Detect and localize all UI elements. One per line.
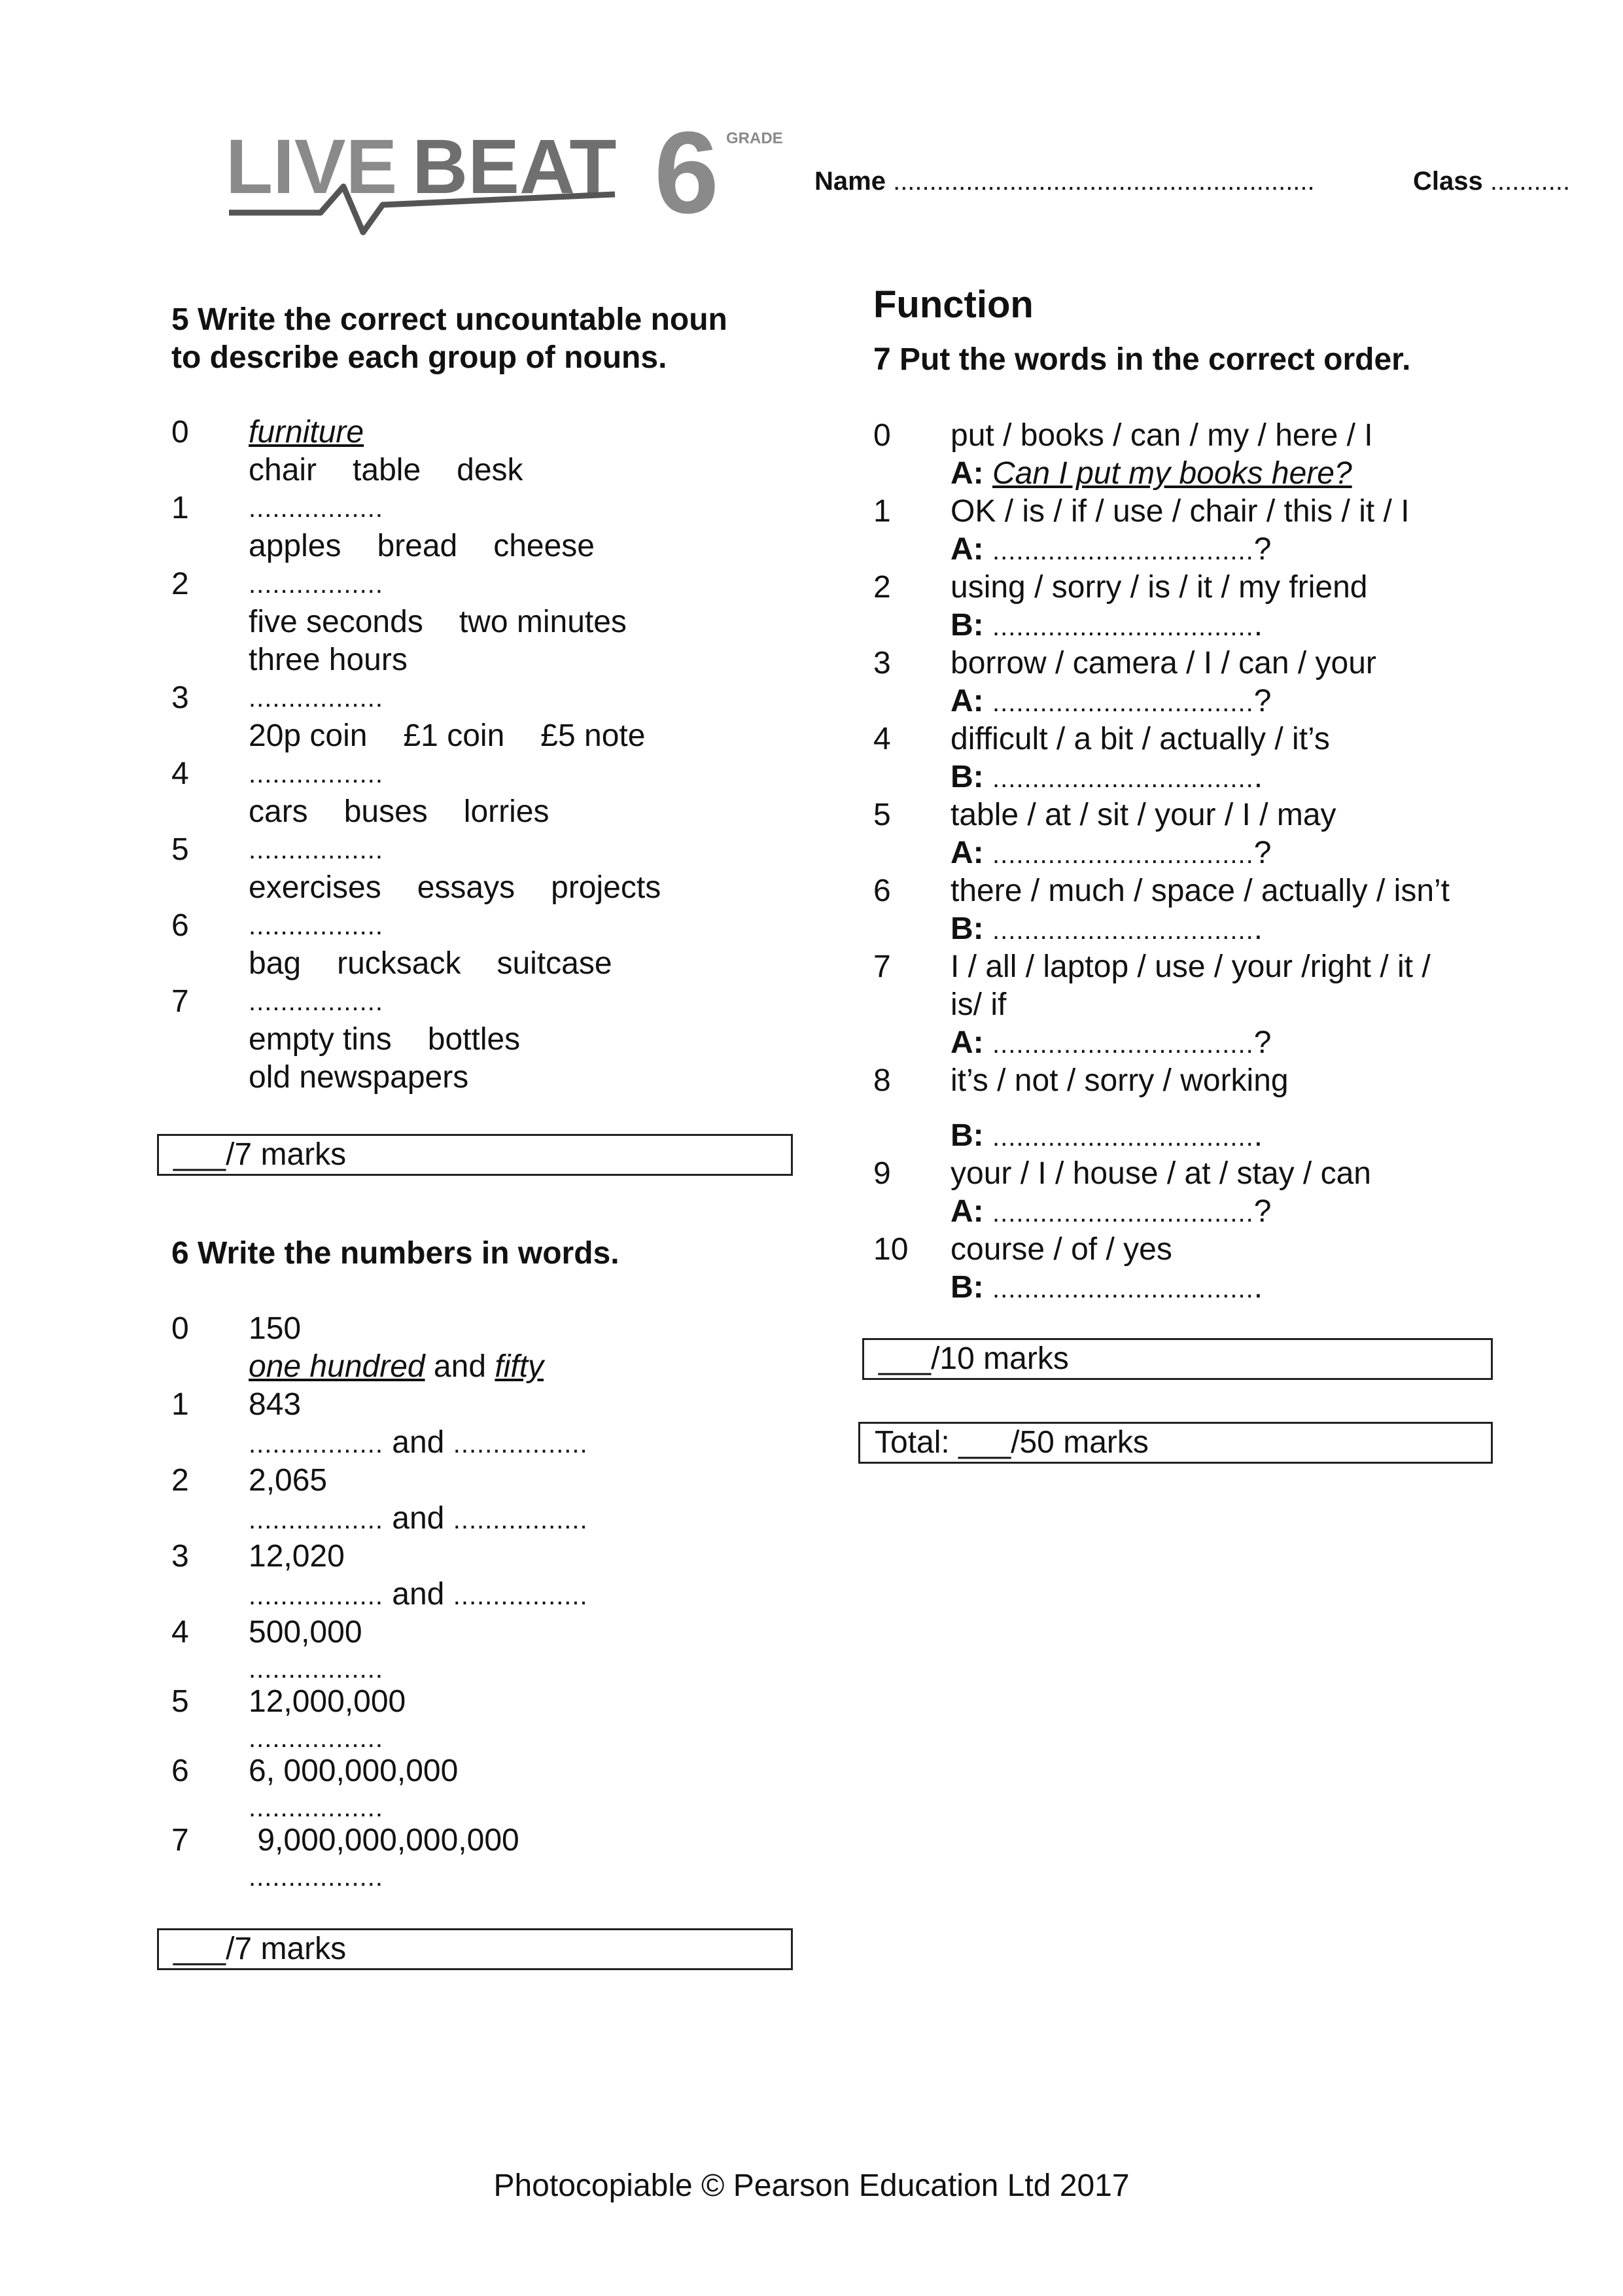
s5-words-7 xyxy=(249,1021,520,1059)
example-answer: one hundred xyxy=(249,1349,425,1384)
word-prompt: there / much / space / actually / isn’t xyxy=(951,874,1450,908)
item-number: 6 xyxy=(873,874,891,908)
answer-blank[interactable]: ................. xyxy=(249,1581,383,1610)
answer-blank[interactable]: ................................. xyxy=(992,537,1254,565)
answer-blank[interactable]: ................. xyxy=(249,570,383,599)
item-number: 0 xyxy=(171,1311,189,1346)
answer-blank[interactable]: ................. xyxy=(249,1863,383,1892)
speaker-label: A: xyxy=(951,532,984,567)
s7-answer-0 xyxy=(951,455,1352,493)
answer-blank[interactable]: ................................. xyxy=(992,764,1254,793)
answer-blank[interactable]: ................................. xyxy=(992,1199,1254,1227)
answer-blank[interactable]: ................................. xyxy=(992,916,1254,945)
number-value: 500,000 xyxy=(249,1615,362,1650)
word: old newspapers xyxy=(249,1060,469,1095)
number-value: 6, 000,000,000 xyxy=(249,1754,459,1788)
s5-words-6 xyxy=(249,945,612,983)
name-field[interactable] xyxy=(814,167,1315,196)
section5-title-line2: to describe each group of nouns. xyxy=(171,340,667,375)
word-prompt: it’s / not / sorry / working xyxy=(951,1063,1289,1098)
s7-answer-6 xyxy=(951,910,1263,949)
example-answer: fifty xyxy=(495,1349,544,1384)
name-dots: .......................................................... xyxy=(893,167,1315,196)
s5-words-3 xyxy=(249,717,645,755)
item-number: 4 xyxy=(873,722,891,756)
logo-grade-text: GRADE xyxy=(726,130,783,147)
item-number: 2 xyxy=(873,570,891,605)
word-prompt: OK / is / if / use / chair / this / it / I xyxy=(951,494,1410,529)
speaker-label: B: xyxy=(951,911,984,946)
and-word: and xyxy=(433,1349,487,1384)
end-punctuation: ? xyxy=(1253,684,1272,718)
item-number: 1 xyxy=(873,494,891,529)
item-number: 3 xyxy=(171,1539,189,1574)
answer-blank[interactable]: ................................. xyxy=(992,840,1254,869)
item-number: 0 xyxy=(873,418,891,453)
s7-answer-1 xyxy=(951,531,1271,570)
s7-answer-10 xyxy=(951,1269,1263,1308)
and-word: and xyxy=(392,1425,445,1460)
word: buses xyxy=(343,794,428,829)
answer-blank[interactable]: ................. xyxy=(249,1506,383,1534)
speaker-label: A: xyxy=(951,1025,984,1060)
name-label: Name xyxy=(814,167,886,196)
item-number: 3 xyxy=(873,646,891,680)
answer-blank[interactable]: ................................. xyxy=(992,1275,1254,1303)
item-number: 6 xyxy=(171,908,189,943)
s6-answer-0 xyxy=(249,1348,544,1386)
word: lorries xyxy=(463,794,550,829)
item-number: 5 xyxy=(171,1684,189,1719)
word: three hours xyxy=(249,643,408,677)
end-punctuation: ? xyxy=(1253,1194,1272,1229)
copyright-footer: Photocopiable © Pearson Education Ltd 2017 xyxy=(493,2168,1130,2203)
section6-marks-box[interactable]: ___/7 marks xyxy=(157,1928,793,1970)
s7-answer-4 xyxy=(951,758,1263,798)
answer-blank[interactable]: ................. xyxy=(249,836,383,864)
word: chair xyxy=(249,453,317,487)
answer-blank[interactable]: ................. xyxy=(249,1655,383,1684)
s5-words-0 xyxy=(249,451,523,489)
word: two minutes xyxy=(459,605,627,639)
s6-answer-4 xyxy=(249,1649,383,1688)
section5-marks-box[interactable]: ___/7 marks xyxy=(157,1134,793,1176)
word: 20p coin xyxy=(249,718,368,753)
end-punctuation: . xyxy=(1253,608,1263,643)
item-number: 2 xyxy=(171,1463,189,1498)
word: cars xyxy=(249,794,308,829)
item-number: 1 xyxy=(171,491,189,525)
number-value: 12,000,000 xyxy=(249,1684,406,1719)
logo-live-text: LIVE xyxy=(226,124,398,210)
section7-title: 7 Put the words in the correct order. xyxy=(873,342,1411,377)
total-marks-box[interactable]: Total: ___/50 marks xyxy=(858,1422,1493,1464)
answer-blank[interactable]: ................................. xyxy=(992,1123,1254,1152)
s7-answer-5 xyxy=(951,834,1271,874)
word: exercises xyxy=(249,870,381,905)
number-value: 2,065 xyxy=(249,1463,328,1498)
word: cheese xyxy=(493,529,595,563)
answer-blank[interactable]: ................................. xyxy=(992,612,1254,641)
end-punctuation: ? xyxy=(1253,1025,1272,1060)
answer-blank[interactable]: ................. xyxy=(249,1793,383,1822)
s5-words-5 xyxy=(249,869,661,907)
section6-title: 6 Write the numbers in words. xyxy=(171,1236,620,1271)
s7-answer-2 xyxy=(951,607,1263,646)
end-punctuation: . xyxy=(1253,1118,1263,1153)
s5-words-2 xyxy=(249,603,627,641)
word-prompt: I / all / laptop / use / your /right / it / xyxy=(951,949,1431,984)
s6-answer-2 xyxy=(249,1500,588,1539)
word-prompt: borrow / camera / I / can / your xyxy=(951,646,1376,680)
number-value: 12,020 xyxy=(249,1539,345,1574)
answer-blank[interactable]: ................. xyxy=(249,1724,383,1753)
item-number: 7 xyxy=(171,984,189,1019)
word: £5 note xyxy=(540,718,646,753)
speaker-label: A: xyxy=(951,1194,984,1229)
s5-words-1 xyxy=(249,527,595,565)
word: £1 coin xyxy=(403,718,505,753)
speaker-label: A: xyxy=(951,456,984,491)
speaker-label: B: xyxy=(951,760,984,794)
word: bottles xyxy=(427,1022,521,1057)
answer-blank[interactable]: ................. xyxy=(249,760,383,788)
answer-blank[interactable]: ................. xyxy=(249,987,383,1016)
answer-blank[interactable]: ................. xyxy=(453,1581,588,1610)
item-number: 9 xyxy=(873,1156,891,1191)
answer-blank[interactable]: ................. xyxy=(249,911,383,940)
logo-six-text: 6 xyxy=(654,121,719,238)
item-number: 7 xyxy=(171,1823,189,1858)
answer-blank[interactable]: ................. xyxy=(249,1430,383,1458)
word: rucksack xyxy=(337,946,461,981)
speaker-label: A: xyxy=(951,836,984,870)
item-number: 7 xyxy=(873,949,891,984)
s7-answer-7 xyxy=(951,1024,1271,1063)
word-prompt: course / of / yes xyxy=(951,1232,1172,1267)
item-number: 5 xyxy=(171,832,189,867)
item-number: 4 xyxy=(171,1615,189,1650)
class-label: Class xyxy=(1413,167,1483,196)
word: suitcase xyxy=(497,946,612,981)
word: apples xyxy=(249,529,341,563)
s7-answer-8 xyxy=(951,1117,1263,1156)
word: desk xyxy=(457,453,523,487)
s5-words-2b xyxy=(249,641,408,679)
end-punctuation: . xyxy=(1253,760,1263,794)
number-value: 9,000,000,000,000 xyxy=(249,1823,519,1858)
word: projects xyxy=(551,870,661,905)
item-number: 2 xyxy=(171,567,189,601)
section7-marks-box[interactable]: ___/10 marks xyxy=(862,1338,1493,1380)
speaker-label: B: xyxy=(951,1270,984,1305)
item-number: 10 xyxy=(873,1232,909,1267)
item-number: 1 xyxy=(171,1387,189,1422)
item-number: 0 xyxy=(171,415,189,450)
speaker-label: A: xyxy=(951,684,984,718)
logo-beat-text: BEAT xyxy=(412,124,617,210)
s5-words-7b xyxy=(249,1059,468,1097)
s7-answer-9 xyxy=(951,1193,1271,1232)
speaker-label: B: xyxy=(951,1118,984,1153)
word-prompt: is/ if xyxy=(951,987,1007,1022)
s7-answer-3 xyxy=(951,682,1271,722)
word: essays xyxy=(417,870,515,905)
and-word: and xyxy=(392,1577,445,1612)
word: bread xyxy=(377,529,458,563)
s5-words-4 xyxy=(249,793,549,831)
answer-blank[interactable]: ................. xyxy=(249,494,383,523)
number-value: 150 xyxy=(249,1311,302,1346)
and-word: and xyxy=(392,1501,445,1536)
s7-item-7-prompt-cont xyxy=(951,986,1006,1024)
answer-blank[interactable]: ................. xyxy=(453,1506,588,1534)
s6-answer-6 xyxy=(249,1788,383,1827)
item-number: 6 xyxy=(171,1754,189,1788)
s6-answer-5 xyxy=(249,1718,383,1757)
s6-answer-7 xyxy=(249,1857,383,1896)
end-punctuation: . xyxy=(1253,1270,1263,1305)
end-punctuation: . xyxy=(1253,911,1263,946)
word-prompt: table / at / sit / your / I / may xyxy=(951,798,1336,832)
end-punctuation: ? xyxy=(1253,532,1272,567)
word: five seconds xyxy=(249,605,423,639)
item-number: 3 xyxy=(171,680,189,715)
answer-blank[interactable]: ................................. xyxy=(992,1030,1254,1059)
function-heading: Function xyxy=(873,283,1034,326)
class-dots: ........... xyxy=(1490,167,1571,196)
s6-answer-1 xyxy=(249,1424,588,1463)
s6-answer-3 xyxy=(249,1576,588,1615)
class-field[interactable] xyxy=(1413,167,1570,196)
section5-title-line1: 5 Write the correct uncountable noun xyxy=(171,302,727,337)
word-prompt: put / books / can / my / here / I xyxy=(951,418,1373,453)
example-answer: furniture xyxy=(249,415,364,450)
word-prompt: using / sorry / is / it / my friend xyxy=(951,570,1368,605)
answer-blank[interactable]: ................................. xyxy=(992,688,1254,717)
word-prompt: difficult / a bit / actually / it’s xyxy=(951,722,1330,756)
word: empty tins xyxy=(249,1022,392,1057)
section5-title xyxy=(171,301,727,377)
word: table xyxy=(353,453,421,487)
item-number: 5 xyxy=(873,798,891,832)
answer-blank[interactable]: ................. xyxy=(453,1430,588,1458)
word: bag xyxy=(249,946,302,981)
live-beat-logo xyxy=(222,121,798,239)
word-prompt: your / I / house / at / stay / can xyxy=(951,1156,1371,1191)
end-punctuation: ? xyxy=(1253,836,1272,870)
item-number: 8 xyxy=(873,1063,891,1098)
item-number: 4 xyxy=(171,756,189,791)
number-value: 843 xyxy=(249,1387,302,1422)
answer-blank[interactable]: ................. xyxy=(249,684,383,713)
example-answer: Can I put my books here? xyxy=(992,456,1352,491)
speaker-label: B: xyxy=(951,608,984,643)
